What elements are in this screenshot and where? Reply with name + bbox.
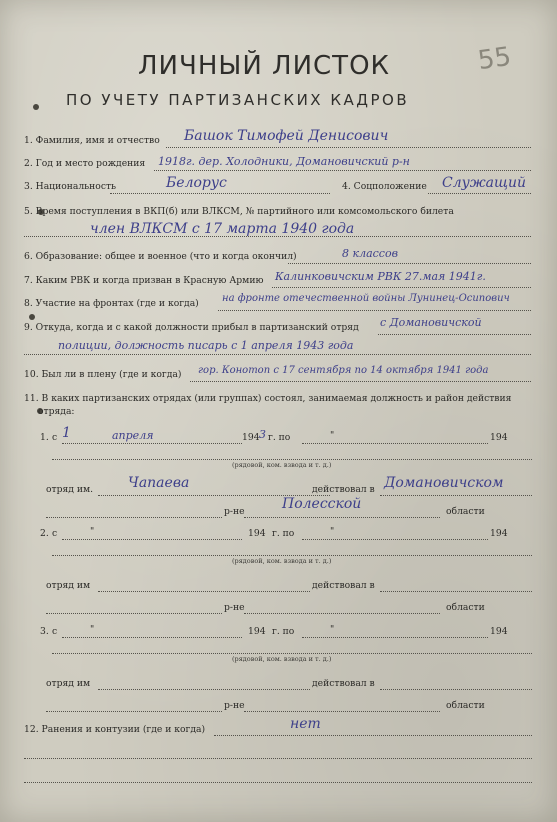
field-7-label: 7. Каким РВК и когда призван в Красную Армию [24,275,264,286]
field-4-value: Служащий [442,175,527,191]
punch-hole [29,314,35,320]
field-12-value: нет [290,716,321,732]
field-4-label: 4. Соцположение [342,181,427,192]
punch-hole [33,104,39,110]
field-6-label: 6. Образование: общее и военное (что и когда окончил) [24,251,297,262]
group-1-year-digit: 3 [259,428,266,441]
field-2-label: 2. Год и место рождения [24,158,146,169]
page-subtitle: ПО УЧЕТУ ПАРТИЗАНСКИХ КАДРОВ [66,91,410,109]
field-5-value: член ВЛКСМ с 17 марта 1940 года [90,221,355,237]
field-12-label: 12. Ранения и контузии (где и когда) [24,724,206,735]
field-11-label-continued: отряда: [38,406,75,417]
field-6-value: 8 классов [342,247,398,260]
field-3-value: Белорус [166,175,227,191]
field-8-value: на фронте отечественной войны Лунинец-Осипович [222,293,510,304]
document-sheet: 55 ЛИЧНЫЙ ЛИСТОК ПО УЧЕТУ ПАРТИЗАНСКИХ КАДРОВ 1. Фамилия, имя и отчество Башок Тимофей Денисович 2. Год и место рождения 1918г. дер. Холодники, Домановичский р-н 3. Национальность Белорус 4. Соцположение Служащий 5. Время поступления в ВКП(б) или ВЛКСМ, № партийного или комсомольского билета член ВЛКСМ с 17 марта 1940 года 6. Образование: общее и военное (что и когда окончил) 8 классов 7. Каким РВК и когда призван в Красную Армию Калинковичским РВК 27.мая 1941г. 8. Участие на фронтах (где и когда) на фронте отечественной войны Лунинец-Осипович 9. Откуда, когда и с какой должности прибыл в партизанский отряд с Домановичской полиции, должность писарь с 1 апреля 1943 года 10. Был ли в плену (где и когда) гор. Конотоп с 17 сентября по 14 октября 1941 года 11. В каких партизанских отрядах (или группах) состоял, занимаемая должность и район действия отряда: 1. с 1 апреля 194 3 г. по " 194 (рядовой, ком. взвода и т. д.) отряд им. Чапаева действовал в Домановичском р-не Полесской области 2. с " 194 г. по " 194 (рядовой, ком. взвода и т. д.) отряд им действовал в р-не области 3. с " 194 г. по " 194 (рядовой, ком. взвода и т. д.) отряд им действовал в р-не области 12. Ранения и контузии (где и когда) нет [0,0,557,822]
pencil-mark: 55 [476,41,514,77]
page-title: ЛИЧНЫЙ ЛИСТОК [138,51,390,81]
field-9-value-continued: полиции, должность писарь с 1 апреля 1943 года [58,339,354,352]
group-1-otryad: Чапаева [128,475,190,491]
field-9-label: 9. Откуда, когда и с какой должности прибыл в партизанский отряд [24,322,359,333]
group-2-number: 2. [40,528,49,539]
field-1-value: Башок Тимофей Денисович [184,128,389,144]
field-10-value: гор. Конотоп с 17 сентября по 14 октября 1941 года [198,365,489,376]
group-1-month: апреля [112,429,154,442]
field-7-value: Калинковичским РВК 27.мая 1941г. [275,270,486,283]
field-3-label: 3. Национальность [24,181,117,192]
group-1-day: 1 [62,425,71,441]
group-3-number: 3. [40,626,49,637]
field-9-value: с Домановичской [380,316,482,329]
group-1-rayon: Полесской [282,496,362,512]
field-5-label: 5. Время поступления в ВКП(б) или ВЛКСМ, № партийного или комсомольского билета [24,206,454,217]
field-2-value: 1918г. дер. Холодники, Домановичский р-н [158,155,410,168]
field-1-label: 1. Фамилия, имя и отчество [24,135,160,146]
field-10-label: 10. Был ли в плену (где и когда) [24,369,182,380]
field-8-label: 8. Участие на фронтах (где и когда) [24,298,199,309]
field-11-label: 11. В каких партизанских отрядах (или группах) состоял, занимаемая должность и район действия [24,393,512,404]
group-1-place: Домановичском [384,475,504,491]
group-1-number: 1. [40,432,49,443]
